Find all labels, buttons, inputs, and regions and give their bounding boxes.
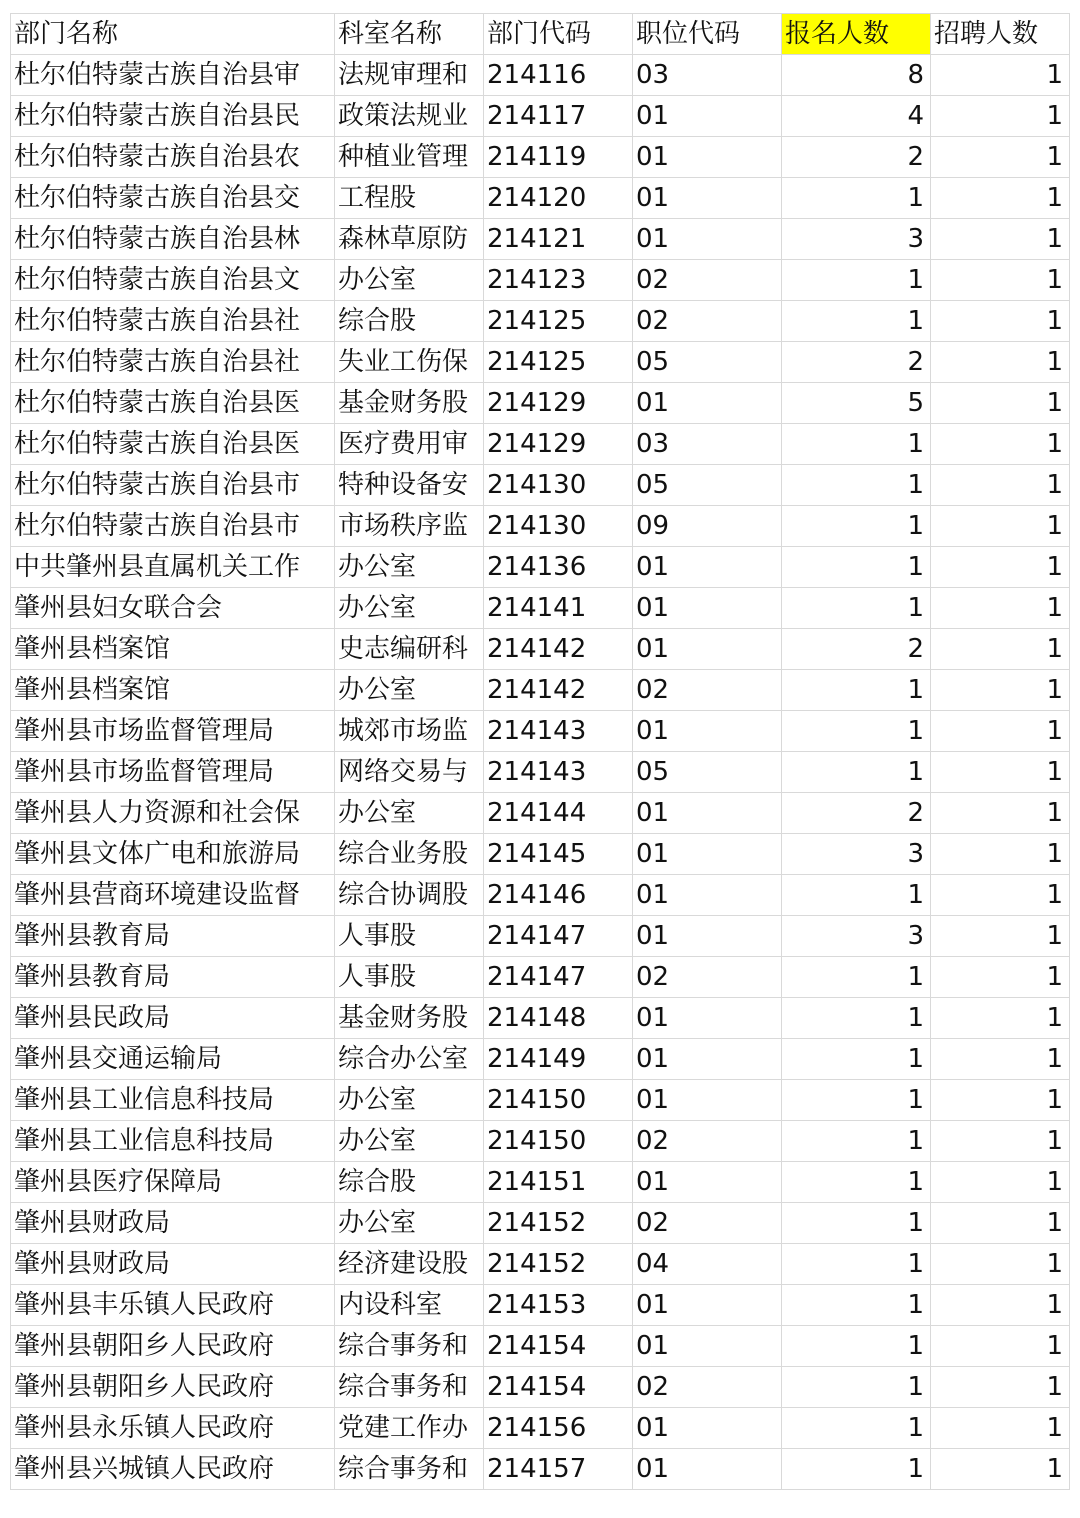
cell-department-code[interactable]: 214117 [484, 96, 633, 137]
cell-hiring-count[interactable]: 1 [931, 1244, 1070, 1285]
cell-applicants-count[interactable]: 1 [782, 711, 931, 752]
cell-department-code[interactable]: 214154 [484, 1367, 633, 1408]
cell-hiring-count[interactable]: 1 [931, 588, 1070, 629]
cell-applicants-count[interactable]: 1 [782, 752, 931, 793]
cell-position-code[interactable]: 05 [633, 465, 782, 506]
cell-applicants-count[interactable]: 4 [782, 96, 931, 137]
cell-hiring-count[interactable]: 1 [931, 96, 1070, 137]
table-row [11, 998, 1070, 1039]
table-row [11, 875, 1070, 916]
table-row [11, 1244, 1070, 1285]
cell-department-name[interactable]: 中共肇州县直属机关工作 [11, 547, 335, 588]
cell-position-code[interactable]: 05 [633, 752, 782, 793]
cell-department-code[interactable]: 214142 [484, 670, 633, 711]
cell-department-name[interactable]: 肇州县医疗保障局 [11, 1162, 335, 1203]
cell-hiring-count[interactable]: 1 [931, 752, 1070, 793]
table-row [11, 1039, 1070, 1080]
cell-position-code[interactable]: 01 [633, 178, 782, 219]
cell-hiring-count[interactable]: 1 [931, 1121, 1070, 1162]
cell-section-name[interactable]: 森林草原防 [335, 219, 484, 260]
cell-department-code[interactable]: 214144 [484, 793, 633, 834]
cell-department-code[interactable]: 214147 [484, 916, 633, 957]
cell-department-code[interactable]: 214151 [484, 1162, 633, 1203]
cell-applicants-count[interactable]: 2 [782, 629, 931, 670]
cell-position-code[interactable]: 04 [633, 1244, 782, 1285]
cell-hiring-count[interactable]: 1 [931, 1203, 1070, 1244]
cell-department-name[interactable]: 杜尔伯特蒙古族自治县社 [11, 301, 335, 342]
cell-hiring-count[interactable]: 1 [931, 1285, 1070, 1326]
cell-hiring-count[interactable]: 1 [931, 137, 1070, 178]
cell-hiring-count[interactable]: 1 [931, 1162, 1070, 1203]
cell-hiring-count[interactable]: 1 [931, 260, 1070, 301]
cell-section-name[interactable]: 办公室 [335, 793, 484, 834]
table-row [11, 1449, 1070, 1490]
cell-applicants-count[interactable]: 1 [782, 1326, 931, 1367]
cell-department-code[interactable]: 214152 [484, 1244, 633, 1285]
cell-applicants-count[interactable]: 1 [782, 260, 931, 301]
table-row [11, 137, 1070, 178]
cell-position-code[interactable]: 01 [633, 916, 782, 957]
cell-position-code[interactable]: 01 [633, 96, 782, 137]
cell-hiring-count[interactable]: 1 [931, 629, 1070, 670]
cell-department-code[interactable]: 214156 [484, 1408, 633, 1449]
cell-applicants-count[interactable]: 1 [782, 547, 931, 588]
cell-applicants-count[interactable]: 2 [782, 137, 931, 178]
cell-department-name[interactable]: 肇州县教育局 [11, 957, 335, 998]
cell-department-name[interactable]: 杜尔伯特蒙古族自治县交 [11, 178, 335, 219]
cell-section-name[interactable]: 医疗费用审 [335, 424, 484, 465]
cell-position-code[interactable]: 03 [633, 424, 782, 465]
table-row [11, 301, 1070, 342]
cell-applicants-count[interactable]: 1 [782, 424, 931, 465]
table-row [11, 506, 1070, 547]
cell-position-code[interactable]: 02 [633, 301, 782, 342]
cell-position-code[interactable]: 03 [633, 55, 782, 96]
cell-applicants-count[interactable]: 1 [782, 178, 931, 219]
cell-department-code[interactable]: 214125 [484, 342, 633, 383]
cell-position-code[interactable]: 01 [633, 711, 782, 752]
cell-position-code[interactable]: 02 [633, 260, 782, 301]
header-row [11, 14, 1070, 55]
table-row [11, 178, 1070, 219]
cell-position-code[interactable]: 01 [633, 547, 782, 588]
cell-section-name[interactable]: 经济建设股 [335, 1244, 484, 1285]
table-row [11, 752, 1070, 793]
cell-applicants-count[interactable]: 1 [782, 998, 931, 1039]
cell-section-name[interactable]: 办公室 [335, 1121, 484, 1162]
cell-applicants-count[interactable]: 1 [782, 1408, 931, 1449]
cell-section-name[interactable]: 综合股 [335, 1162, 484, 1203]
cell-department-name[interactable]: 肇州县营商环境建设监督 [11, 875, 335, 916]
cell-section-name[interactable]: 种植业管理 [335, 137, 484, 178]
cell-department-name[interactable]: 肇州县永乐镇人民政府 [11, 1408, 335, 1449]
cell-department-name[interactable]: 杜尔伯特蒙古族自治县民 [11, 96, 335, 137]
table-row [11, 670, 1070, 711]
cell-hiring-count[interactable]: 1 [931, 342, 1070, 383]
cell-section-name[interactable]: 市场秩序监 [335, 506, 484, 547]
table-row [11, 260, 1070, 301]
cell-position-code[interactable]: 01 [633, 998, 782, 1039]
cell-section-name[interactable]: 失业工伤保 [335, 342, 484, 383]
cell-applicants-count[interactable]: 1 [782, 1080, 931, 1121]
cell-applicants-count[interactable]: 1 [782, 1285, 931, 1326]
cell-department-code[interactable]: 214125 [484, 301, 633, 342]
cell-department-name[interactable]: 肇州县交通运输局 [11, 1039, 335, 1080]
cell-department-code[interactable]: 214123 [484, 260, 633, 301]
cell-hiring-count[interactable]: 1 [931, 916, 1070, 957]
cell-department-name[interactable]: 杜尔伯特蒙古族自治县医 [11, 383, 335, 424]
cell-applicants-count[interactable]: 1 [782, 1162, 931, 1203]
header-applicants-count[interactable]: 报名人数 [782, 14, 931, 55]
cell-department-name[interactable]: 杜尔伯特蒙古族自治县医 [11, 424, 335, 465]
cell-applicants-count[interactable]: 1 [782, 1121, 931, 1162]
cell-hiring-count[interactable]: 1 [931, 1408, 1070, 1449]
table-row [11, 916, 1070, 957]
table-row [11, 711, 1070, 752]
cell-department-name[interactable]: 肇州县工业信息科技局 [11, 1080, 335, 1121]
cell-department-name[interactable]: 杜尔伯特蒙古族自治县文 [11, 260, 335, 301]
cell-section-name[interactable]: 办公室 [335, 670, 484, 711]
cell-applicants-count[interactable]: 2 [782, 793, 931, 834]
cell-department-code[interactable]: 214129 [484, 383, 633, 424]
cell-section-name[interactable]: 办公室 [335, 1080, 484, 1121]
table-row [11, 96, 1070, 137]
cell-position-code[interactable]: 01 [633, 834, 782, 875]
table-row [11, 1162, 1070, 1203]
cell-hiring-count[interactable]: 1 [931, 383, 1070, 424]
cell-applicants-count[interactable]: 1 [782, 1367, 931, 1408]
header-hiring-count[interactable]: 招聘人数 [931, 14, 1070, 55]
cell-section-name[interactable]: 综合事务和 [335, 1367, 484, 1408]
header-section-name[interactable]: 科室名称 [335, 14, 484, 55]
cell-section-name[interactable]: 办公室 [335, 260, 484, 301]
cell-applicants-count[interactable]: 8 [782, 55, 931, 96]
cell-section-name[interactable]: 综合事务和 [335, 1449, 484, 1490]
cell-hiring-count[interactable]: 1 [931, 506, 1070, 547]
cell-section-name[interactable]: 办公室 [335, 547, 484, 588]
cell-department-code[interactable]: 214153 [484, 1285, 633, 1326]
cell-applicants-count[interactable]: 1 [782, 301, 931, 342]
cell-applicants-count[interactable]: 1 [782, 1449, 931, 1490]
table-row [11, 424, 1070, 465]
cell-department-code[interactable]: 214142 [484, 629, 633, 670]
cell-position-code[interactable]: 01 [633, 1408, 782, 1449]
table-row [11, 629, 1070, 670]
cell-hiring-count[interactable]: 1 [931, 465, 1070, 506]
table-row [11, 1326, 1070, 1367]
cell-applicants-count[interactable]: 1 [782, 588, 931, 629]
cell-position-code[interactable]: 01 [633, 219, 782, 260]
cell-section-name[interactable]: 党建工作办 [335, 1408, 484, 1449]
cell-applicants-count[interactable]: 1 [782, 1039, 931, 1080]
cell-position-code[interactable]: 02 [633, 670, 782, 711]
cell-department-code[interactable]: 214143 [484, 711, 633, 752]
cell-department-code[interactable]: 214146 [484, 875, 633, 916]
cell-position-code[interactable]: 01 [633, 1326, 782, 1367]
cell-section-name[interactable]: 基金财务股 [335, 998, 484, 1039]
table-row [11, 957, 1070, 998]
table-row [11, 342, 1070, 383]
table-row [11, 793, 1070, 834]
table-row [11, 834, 1070, 875]
cell-hiring-count[interactable]: 1 [931, 834, 1070, 875]
cell-hiring-count[interactable]: 1 [931, 793, 1070, 834]
cell-department-name[interactable]: 肇州县市场监督管理局 [11, 711, 335, 752]
cell-position-code[interactable]: 01 [633, 1449, 782, 1490]
cell-department-name[interactable]: 肇州县文体广电和旅游局 [11, 834, 335, 875]
cell-position-code[interactable]: 01 [633, 1080, 782, 1121]
cell-department-name[interactable]: 肇州县档案馆 [11, 670, 335, 711]
cell-section-name[interactable]: 综合办公室 [335, 1039, 484, 1080]
cell-department-name[interactable]: 杜尔伯特蒙古族自治县农 [11, 137, 335, 178]
cell-department-code[interactable]: 214143 [484, 752, 633, 793]
cell-applicants-count[interactable]: 3 [782, 219, 931, 260]
cell-department-code[interactable]: 214145 [484, 834, 633, 875]
table-row [11, 1121, 1070, 1162]
cell-section-name[interactable]: 法规审理和 [335, 55, 484, 96]
cell-department-name[interactable]: 肇州县丰乐镇人民政府 [11, 1285, 335, 1326]
cell-applicants-count[interactable]: 1 [782, 875, 931, 916]
cell-department-name[interactable]: 肇州县朝阳乡人民政府 [11, 1326, 335, 1367]
cell-department-code[interactable]: 214150 [484, 1080, 633, 1121]
cell-section-name[interactable]: 办公室 [335, 1203, 484, 1244]
cell-department-name[interactable]: 杜尔伯特蒙古族自治县林 [11, 219, 335, 260]
table-row [11, 465, 1070, 506]
cell-department-code[interactable]: 214150 [484, 1121, 633, 1162]
cell-position-code[interactable]: 01 [633, 137, 782, 178]
cell-hiring-count[interactable]: 1 [931, 1367, 1070, 1408]
cell-hiring-count[interactable]: 1 [931, 1449, 1070, 1490]
cell-applicants-count[interactable]: 1 [782, 1203, 931, 1244]
cell-section-name[interactable]: 人事股 [335, 916, 484, 957]
header-department-name[interactable]: 部门名称 [11, 14, 335, 55]
cell-department-code[interactable]: 214147 [484, 957, 633, 998]
cell-department-name[interactable]: 肇州县教育局 [11, 916, 335, 957]
cell-department-code[interactable]: 214116 [484, 55, 633, 96]
cell-applicants-count[interactable]: 1 [782, 506, 931, 547]
cell-position-code[interactable]: 01 [633, 1039, 782, 1080]
cell-hiring-count[interactable]: 1 [931, 875, 1070, 916]
cell-department-code[interactable]: 214141 [484, 588, 633, 629]
header-position-code[interactable]: 职位代码 [633, 14, 782, 55]
table-row [11, 219, 1070, 260]
cell-applicants-count[interactable]: 1 [782, 1244, 931, 1285]
recruitment-table [10, 13, 1070, 1490]
cell-position-code[interactable]: 02 [633, 1203, 782, 1244]
cell-department-name[interactable]: 肇州县工业信息科技局 [11, 1121, 335, 1162]
cell-department-code[interactable]: 214120 [484, 178, 633, 219]
table-row [11, 383, 1070, 424]
cell-department-code[interactable]: 214136 [484, 547, 633, 588]
cell-section-name[interactable]: 网络交易与 [335, 752, 484, 793]
cell-position-code[interactable]: 01 [633, 629, 782, 670]
cell-section-name[interactable]: 工程股 [335, 178, 484, 219]
cell-department-name[interactable]: 肇州县朝阳乡人民政府 [11, 1367, 335, 1408]
cell-department-name[interactable]: 杜尔伯特蒙古族自治县社 [11, 342, 335, 383]
cell-section-name[interactable]: 基金财务股 [335, 383, 484, 424]
cell-department-code[interactable]: 214152 [484, 1203, 633, 1244]
cell-position-code[interactable]: 02 [633, 957, 782, 998]
cell-position-code[interactable]: 05 [633, 342, 782, 383]
cell-section-name[interactable]: 综合事务和 [335, 1326, 484, 1367]
cell-hiring-count[interactable]: 1 [931, 1080, 1070, 1121]
cell-hiring-count[interactable]: 1 [931, 957, 1070, 998]
cell-hiring-count[interactable]: 1 [931, 424, 1070, 465]
cell-position-code[interactable]: 01 [633, 383, 782, 424]
cell-department-code[interactable]: 214119 [484, 137, 633, 178]
cell-hiring-count[interactable]: 1 [931, 219, 1070, 260]
cell-section-name[interactable]: 综合协调股 [335, 875, 484, 916]
table-row [11, 588, 1070, 629]
cell-section-name[interactable]: 特种设备安 [335, 465, 484, 506]
cell-department-name[interactable]: 肇州县人力资源和社会保 [11, 793, 335, 834]
header-department-code[interactable]: 部门代码 [484, 14, 633, 55]
cell-hiring-count[interactable]: 1 [931, 998, 1070, 1039]
cell-hiring-count[interactable]: 1 [931, 1039, 1070, 1080]
cell-department-name[interactable]: 肇州县财政局 [11, 1203, 335, 1244]
table-row [11, 1203, 1070, 1244]
table-body [11, 55, 1070, 1490]
cell-position-code[interactable]: 01 [633, 1162, 782, 1203]
cell-applicants-count[interactable]: 5 [782, 383, 931, 424]
table-row [11, 547, 1070, 588]
cell-applicants-count[interactable]: 2 [782, 342, 931, 383]
cell-position-code[interactable]: 01 [633, 1285, 782, 1326]
cell-department-name[interactable]: 肇州县民政局 [11, 998, 335, 1039]
cell-section-name[interactable]: 综合业务股 [335, 834, 484, 875]
table-row [11, 1367, 1070, 1408]
cell-hiring-count[interactable]: 1 [931, 711, 1070, 752]
cell-department-code[interactable]: 214121 [484, 219, 633, 260]
table-row [11, 55, 1070, 96]
cell-section-name[interactable]: 内设科室 [335, 1285, 484, 1326]
cell-hiring-count[interactable]: 1 [931, 547, 1070, 588]
cell-section-name[interactable]: 办公室 [335, 588, 484, 629]
cell-department-name[interactable]: 杜尔伯特蒙古族自治县审 [11, 55, 335, 96]
table-row [11, 1080, 1070, 1121]
cell-department-name[interactable]: 肇州县妇女联合会 [11, 588, 335, 629]
cell-department-code[interactable]: 214154 [484, 1326, 633, 1367]
cell-department-code[interactable]: 214129 [484, 424, 633, 465]
cell-section-name[interactable]: 政策法规业 [335, 96, 484, 137]
cell-position-code[interactable]: 02 [633, 1367, 782, 1408]
cell-section-name[interactable]: 城郊市场监 [335, 711, 484, 752]
cell-applicants-count[interactable]: 3 [782, 916, 931, 957]
cell-section-name[interactable]: 人事股 [335, 957, 484, 998]
cell-hiring-count[interactable]: 1 [931, 1326, 1070, 1367]
cell-applicants-count[interactable]: 3 [782, 834, 931, 875]
cell-department-code[interactable]: 214130 [484, 465, 633, 506]
cell-department-name[interactable]: 杜尔伯特蒙古族自治县市 [11, 506, 335, 547]
cell-hiring-count[interactable]: 1 [931, 670, 1070, 711]
cell-position-code[interactable]: 01 [633, 875, 782, 916]
cell-position-code[interactable]: 01 [633, 588, 782, 629]
cell-department-name[interactable]: 肇州县财政局 [11, 1244, 335, 1285]
table-row [11, 1408, 1070, 1449]
cell-hiring-count[interactable]: 1 [931, 178, 1070, 219]
cell-department-name[interactable]: 杜尔伯特蒙古族自治县市 [11, 465, 335, 506]
cell-department-name[interactable]: 肇州县兴城镇人民政府 [11, 1449, 335, 1490]
cell-department-name[interactable]: 肇州县档案馆 [11, 629, 335, 670]
cell-hiring-count[interactable]: 1 [931, 55, 1070, 96]
cell-department-code[interactable]: 214157 [484, 1449, 633, 1490]
cell-position-code[interactable]: 01 [633, 793, 782, 834]
cell-section-name[interactable]: 综合股 [335, 301, 484, 342]
cell-department-name[interactable]: 肇州县市场监督管理局 [11, 752, 335, 793]
cell-applicants-count[interactable]: 1 [782, 957, 931, 998]
cell-department-code[interactable]: 214149 [484, 1039, 633, 1080]
cell-hiring-count[interactable]: 1 [931, 301, 1070, 342]
cell-position-code[interactable]: 09 [633, 506, 782, 547]
cell-department-code[interactable]: 214130 [484, 506, 633, 547]
cell-applicants-count[interactable]: 1 [782, 670, 931, 711]
cell-applicants-count[interactable]: 1 [782, 465, 931, 506]
table-row [11, 1285, 1070, 1326]
cell-section-name[interactable]: 史志编研科 [335, 629, 484, 670]
cell-position-code[interactable]: 02 [633, 1121, 782, 1162]
cell-department-code[interactable]: 214148 [484, 998, 633, 1039]
